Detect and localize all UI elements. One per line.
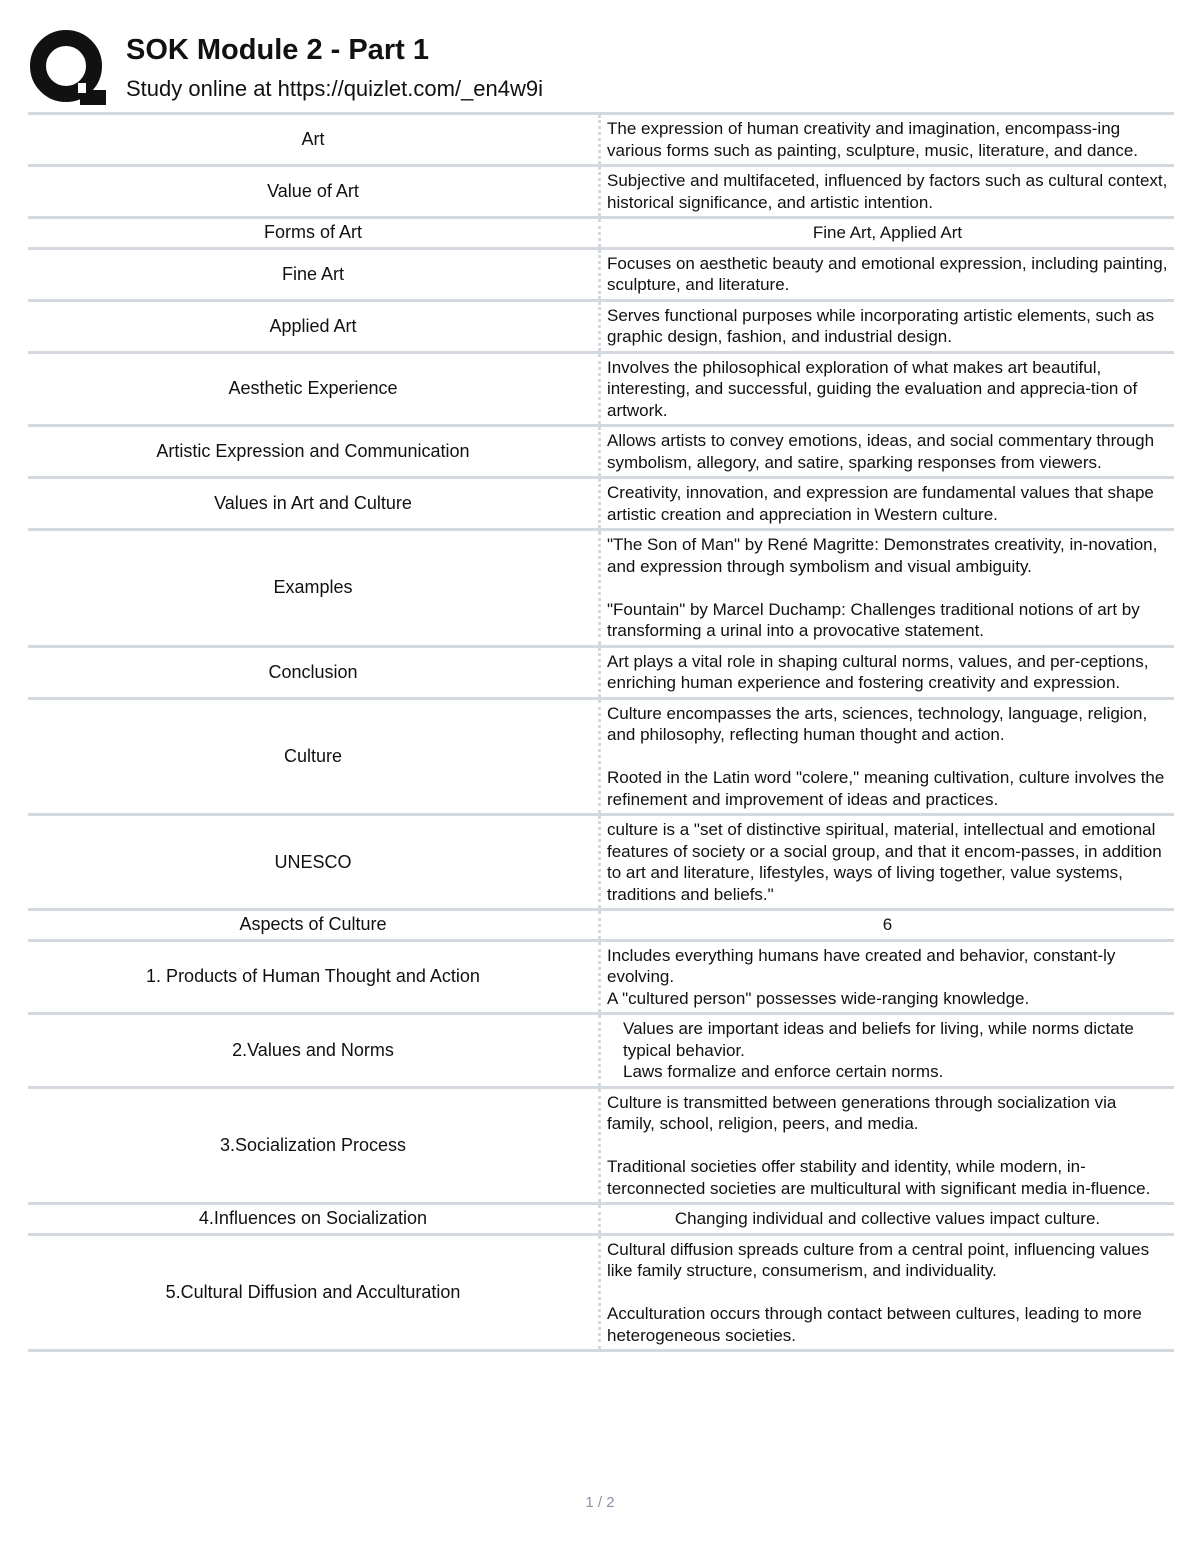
flashcard-row (28, 698, 1174, 815)
definition-paragraph: Involves the philosophical exploration of what makes art beautiful, interesting, and successful, guiding the evaluation and apprecia-tion of artwork. (607, 357, 1138, 420)
definition-cell (600, 940, 1175, 1014)
term-cell: 4.Influences on Socialization (28, 1204, 600, 1235)
term-cell: 3.Socialization Process (28, 1087, 600, 1204)
definition-paragraph: Creativity, innovation, and expression are fundamental values that shape artistic creation and appreciation in Western culture. (607, 483, 1154, 524)
flashcard-row (28, 166, 1174, 218)
flashcard-row (28, 1014, 1174, 1088)
definition-cell (600, 698, 1175, 815)
flashcard-table (28, 112, 1174, 1352)
flashcard-row (28, 910, 1174, 941)
flashcard-row (28, 1087, 1174, 1204)
definition-cell (600, 1204, 1175, 1235)
term-cell: Artistic Expression and Communication (28, 426, 600, 478)
definition-paragraph: Serves functional purposes while incorporating artistic elements, such as graphic design, fashion, and industrial design. (607, 305, 1155, 346)
definition-paragraph: Fine Art, Applied Art (812, 223, 963, 242)
definition-paragraph: 6 (882, 915, 893, 934)
definition-paragraph: Culture is transmitted between generations through socialization via family, school, religion, peers, and media. (607, 1092, 1117, 1133)
definition-cell (600, 218, 1175, 249)
definition-cell (600, 248, 1175, 300)
page-number: 1 / 2 (585, 1494, 615, 1511)
flashcard-row (28, 426, 1174, 478)
definition-paragraph: Changing individual and collective values impact culture. (674, 1209, 1101, 1228)
flashcard-row (28, 1204, 1174, 1235)
flashcard-row (28, 815, 1174, 910)
definition-paragraph: Art plays a vital role in shaping cultural norms, values, and per-ceptions, enriching human experience and fostering creativity and expression. (607, 651, 1149, 692)
term-cell: 5.Cultural Diffusion and Acculturation (28, 1234, 600, 1351)
definition-paragraph: "The Son of Man" by René Magritte: Demonstrates creativity, in-novation, and expression through symbolism and visual ambiguity. (607, 535, 1158, 576)
study-online-link[interactable]: Study online at https://quizlet.com/_en4w9i (126, 76, 544, 101)
flashcard-row (28, 1234, 1174, 1351)
definition-paragraph: culture is a "set of distinctive spiritual, material, intellectual and emotional features of society or a social group, and that it encom-passes, in addition to art and literature, lifestyles, ways of living together, value systems, traditions and beliefs." (607, 820, 1162, 904)
term-cell: 1. Products of Human Thought and Action (28, 940, 600, 1014)
flashcard-row (28, 352, 1174, 426)
flashcard-row (28, 218, 1174, 249)
page-header (28, 28, 1178, 110)
definition-cell (600, 478, 1175, 530)
term-cell: Conclusion (28, 646, 600, 698)
flashcard-row (28, 940, 1174, 1014)
page-title: SOK Module 2 - Part 1 (126, 34, 429, 66)
definition-paragraph: Traditional societies offer stability and identity, while modern, in-terconnected societies are multicultural with significant media in-fluence. (607, 1157, 1151, 1198)
definition-cell (600, 426, 1175, 478)
definition-paragraph: Subjective and multifaceted, influenced by factors such as cultural context, historical significance, and artistic intention. (607, 171, 1168, 212)
definition-cell (600, 1014, 1175, 1088)
definition-cell (600, 114, 1175, 166)
flashcard-row (28, 478, 1174, 530)
definition-cell (600, 300, 1175, 352)
definition-paragraph: Rooted in the Latin word "colere," meaning cultivation, culture involves the refinement and improvement of ideas and practices. (607, 768, 1165, 809)
definition-cell (600, 530, 1175, 647)
definition-paragraph: Cultural diffusion spreads culture from a central point, influencing values like family structure, consumerism, and individuality. (607, 1239, 1150, 1280)
definition-cell (600, 1234, 1175, 1351)
definition-paragraph: Culture encompasses the arts, sciences, technology, language, religion, and philosophy, reflecting human thought and action. (607, 703, 1148, 744)
definition-paragraph: Focuses on aesthetic beauty and emotional expression, including painting, sculpture, and literature. (607, 253, 1168, 294)
term-cell: Aspects of Culture (28, 910, 600, 941)
definition-cell (600, 166, 1175, 218)
flashcard-row (28, 114, 1174, 166)
term-cell: Forms of Art (28, 218, 600, 249)
definition-cell (600, 1087, 1175, 1204)
term-cell: Applied Art (28, 300, 600, 352)
term-cell: Values in Art and Culture (28, 478, 600, 530)
definition-paragraph: The expression of human creativity and imagination, encompass-ing various forms such as painting, sculpture, music, literature, and dance. (607, 119, 1139, 160)
definition-cell (600, 646, 1175, 698)
term-cell: Aesthetic Experience (28, 352, 600, 426)
flashcard-row (28, 248, 1174, 300)
definition-paragraph: Includes everything humans have created and behavior, constant-ly evolving. A "cultured person" possesses wide-ranging knowledge. (607, 945, 1116, 1008)
term-cell: Culture (28, 698, 600, 815)
term-cell: Art (28, 114, 600, 166)
flashcard-row (28, 300, 1174, 352)
definition-paragraph: Acculturation occurs through contact between cultures, leading to more heterogeneous societies. (607, 1304, 1142, 1345)
definition-cell (600, 910, 1175, 941)
flashcard-row (28, 530, 1174, 647)
term-cell: Value of Art (28, 166, 600, 218)
quizlet-q-logo-icon (28, 28, 108, 108)
term-cell: Fine Art (28, 248, 600, 300)
flashcard-row (28, 646, 1174, 698)
definition-paragraph: "Fountain" by Marcel Duchamp: Challenges traditional notions of art by transforming a urinal into a provocative statement. (607, 599, 1140, 640)
term-cell: Examples (28, 530, 600, 647)
term-cell: UNESCO (28, 815, 600, 910)
definition-paragraph: Allows artists to convey emotions, ideas, and social commentary through symbolism, allegory, and satire, sparking responses from viewers. (607, 431, 1155, 472)
definition-cell (600, 815, 1175, 910)
term-cell: 2.Values and Norms (28, 1014, 600, 1088)
definition-cell (600, 352, 1175, 426)
definition-paragraph: Values are important ideas and beliefs for living, while norms dictate typical behavior. Laws formalize and enforce certain norms. (623, 1019, 1134, 1081)
